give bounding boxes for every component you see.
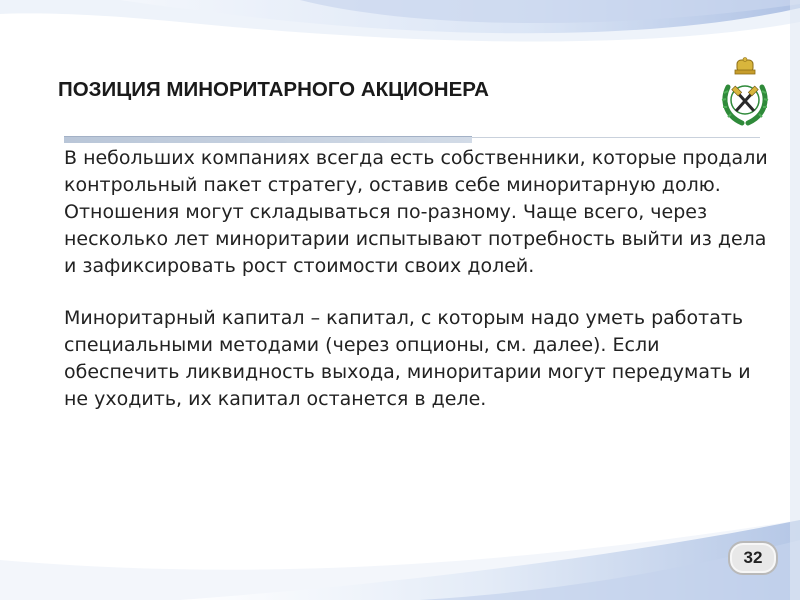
- slide-body: [64, 145, 774, 413]
- paragraph-spacer: [64, 280, 774, 305]
- crown-crossed-hammers-emblem-icon: [718, 57, 772, 129]
- body-paragraph-2: Миноритарный капитал – капитал, с которым надо уметь работать специальными методами (через опционы, см. далее). Если обеспечить ликвидность выхода, миноритарии могут передумать и не уходить, их капитал останется в деле.: [64, 307, 751, 410]
- title-divider-thin: [472, 137, 760, 138]
- body-paragraph-1: В небольших компаниях всегда есть собственники, которые продали контрольный пакет стратегу, оставив себе миноритарную долю. Отношения могут складываться по-разному. Чаще всего, через несколько лет миноритарии испытывают потребность выйти из дела и зафиксировать рост стоимости своих долей.: [64, 147, 768, 277]
- title-divider: [64, 136, 472, 143]
- slide-title: ПОЗИЦИЯ МИНОРИТАРНОГО АКЦИОНЕРА: [58, 78, 489, 101]
- page-number-badge: 32: [728, 541, 778, 575]
